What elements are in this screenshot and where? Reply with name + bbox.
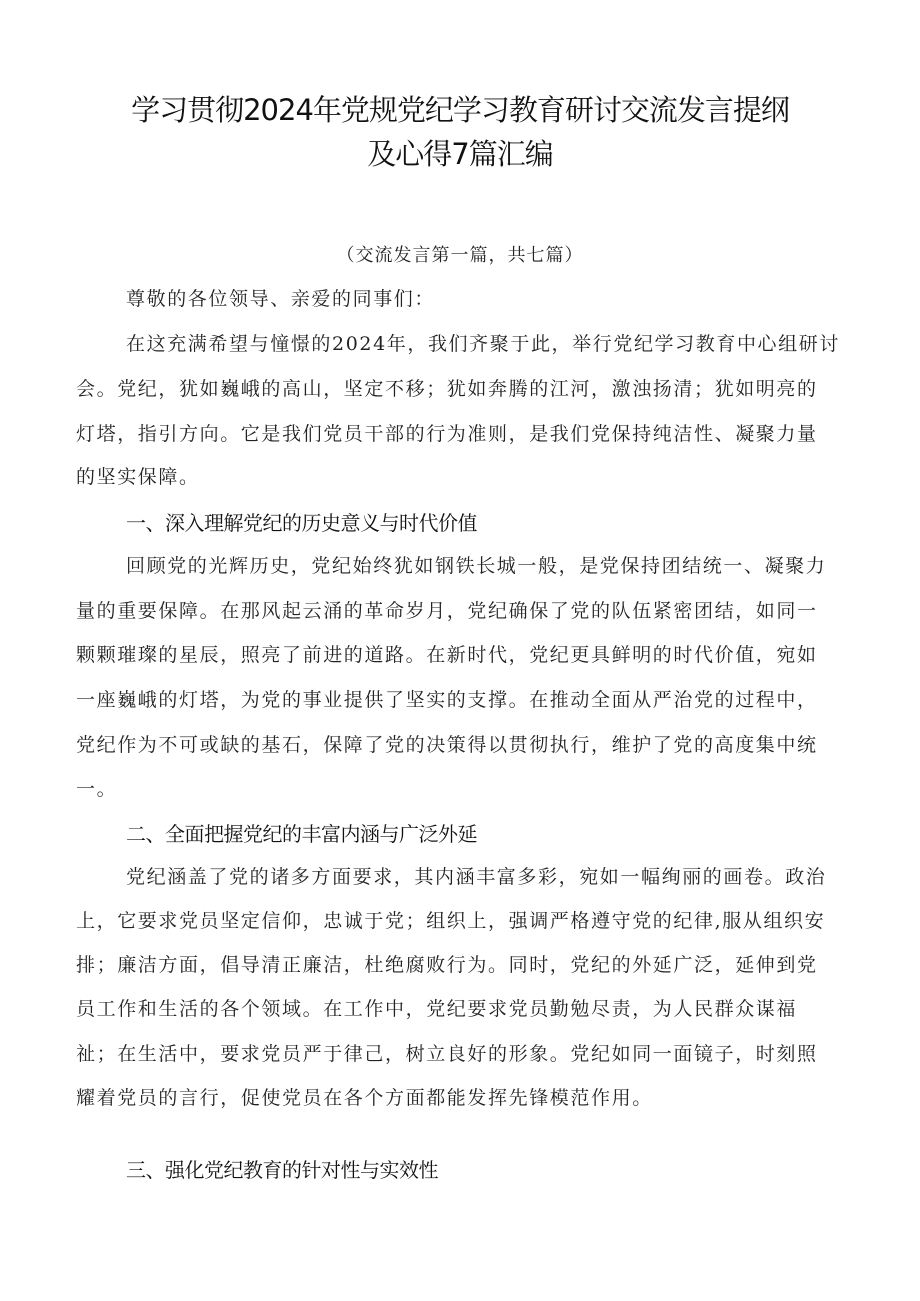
section-2-heading: 二、全面把握党纪的丰富内涵与广泛外延: [126, 822, 477, 846]
document-title-line-2: 及心得7篇汇编: [367, 137, 553, 171]
section-1-line: 党纪作为不可或缺的基石，保障了党的决策得以贯彻执行，维护了党的高度集中统: [76, 734, 818, 756]
intro-line: 的坚实保障。: [76, 466, 200, 488]
section-1-line: 颗颗璀璨的星辰，照亮了前进的道路。在新时代，党纪更具鲜明的时代价值，宛如: [76, 644, 818, 666]
section-1-line: 一座巍峨的灯塔，为党的事业提供了坚实的支撑。在推动全面从严治党的过程中，: [76, 689, 818, 711]
intro-line: 在这充满希望与憧憬的2024年，我们齐聚于此，举行党纪学习教育中心组研讨: [126, 333, 840, 355]
section-3-heading: 三、强化党纪教育的针对性与实效性: [126, 1158, 438, 1182]
section-2-line: 党纪涵盖了党的诸多方面要求，其内涵丰富多彩，宛如一幅绚丽的画卷。政治: [126, 866, 827, 888]
document-subtitle: （交流发言第一篇，共七篇）: [336, 245, 584, 266]
intro-line: 灯塔，指引方向。它是我们党员干部的行为准则，是我们党保持纯洁性、凝聚力量: [76, 423, 818, 445]
section-1-line: 一。: [76, 778, 118, 800]
section-2-line: 上，它要求党员坚定信仰，忠诚于党；组织上，强调严格遵守党的纪律,服从组织安: [76, 910, 826, 932]
section-1-heading: 一、深入理解党纪的历史意义与时代价值: [126, 511, 477, 535]
document-title-line-1: 学习贯彻2024年党规党纪学习教育研讨交流发言提纲: [131, 93, 789, 127]
salutation: 尊敬的各位领导、亲爱的同事们：: [126, 288, 436, 310]
intro-line: 会。党纪，犹如巍峨的高山，坚定不移；犹如奔腾的江河，激浊扬清；犹如明亮的: [76, 378, 818, 400]
section-1-line: 回顾党的光辉历史，党纪始终犹如钢铁长城一般，是党保持团结统一、凝聚力: [126, 555, 827, 577]
section-2-line: 排；廉洁方面，倡导清正廉洁，杜绝腐败行为。同时，党纪的外延广泛，延伸到党: [76, 954, 818, 976]
section-2-line: 员工作和生活的各个领域。在工作中，党纪要求党员勤勉尽责，为人民群众谋福: [76, 998, 798, 1020]
section-2-line: 耀着党员的言行，促使党员在各个方面都能发挥先锋模范作用。: [76, 1087, 653, 1109]
section-2-line: 祉；在生活中，要求党员严于律己，树立良好的形象。党纪如同一面镜子，时刻照: [76, 1043, 818, 1065]
section-1-line: 量的重要保障。在那风起云涌的革命岁月，党纪确保了党的队伍紧密团结，如同一: [76, 600, 818, 622]
